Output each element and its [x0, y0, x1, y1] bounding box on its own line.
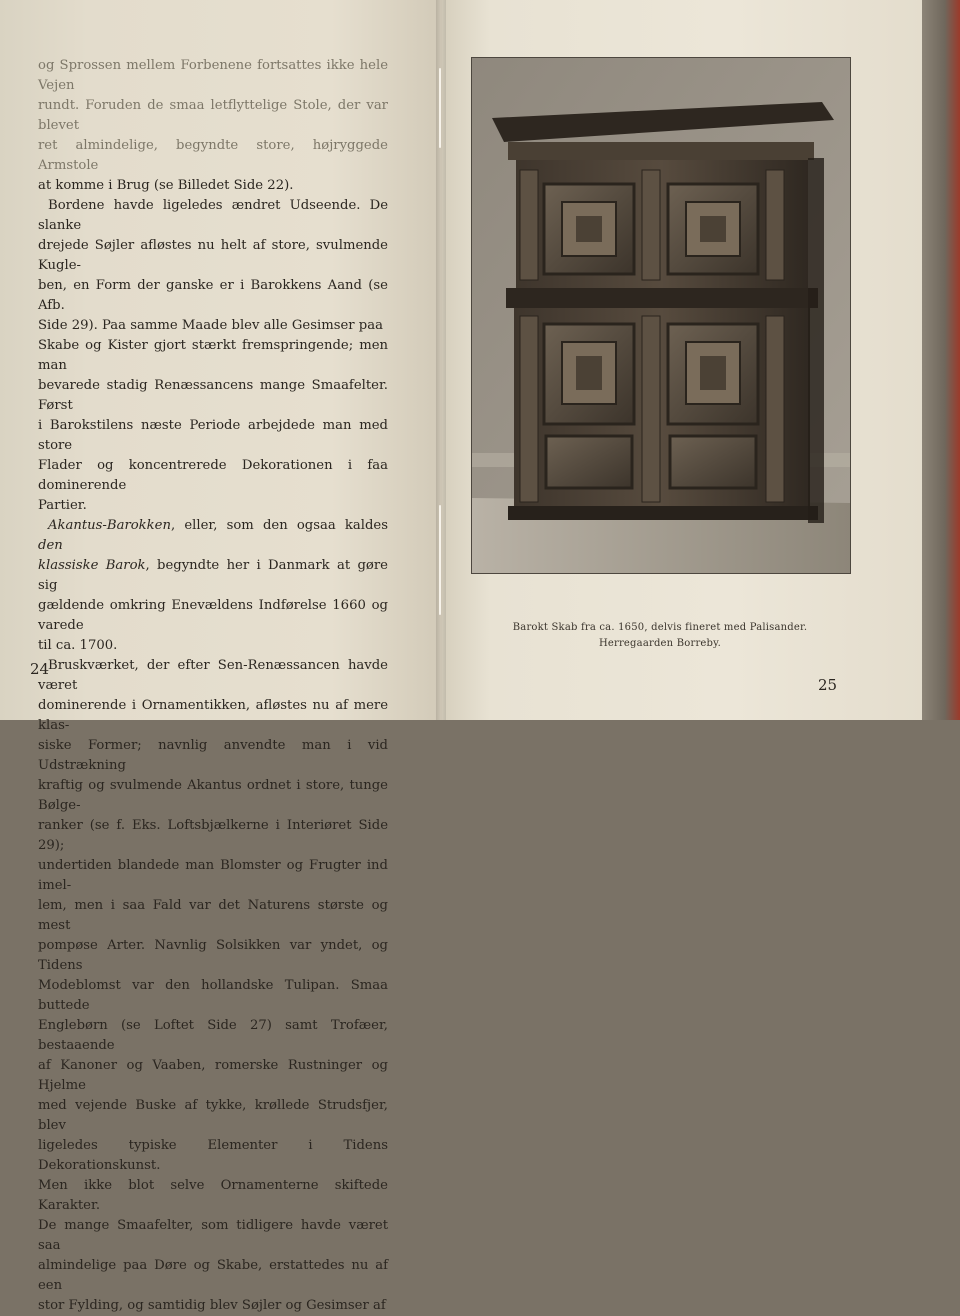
text-line: pompøse Arter. Navnlig Solsikken var yndet, og Tidens — [38, 938, 388, 973]
cabinet-photograph — [472, 58, 850, 573]
page-number-right: 25 — [818, 676, 838, 694]
text-line: Men ikke blot selve Ornamenterne skiftede Karakter. — [38, 1178, 388, 1213]
text-line: gældende omkring Enevældens Indførelse 1660 og varede — [38, 598, 388, 633]
text-line: ret almindelige, begyndte store, højryggede Armstole — [38, 138, 388, 173]
paragraph-3 — [38, 516, 388, 656]
book-edge — [922, 0, 960, 720]
text-line: Partier. — [38, 498, 87, 513]
text-line: Englebørn (se Loftet Side 27) samt Trofæer, bestaaende — [38, 1018, 388, 1053]
figure-caption — [470, 620, 850, 652]
paragraph-2 — [38, 196, 388, 516]
text-line: Bruskværket, der efter Sen-Renæssancen havde været — [38, 658, 388, 693]
text-line: De mange Smaafelter, som tidligere havde været saa — [38, 1218, 388, 1253]
left-page-text — [38, 56, 388, 1316]
text-line: siske Former; navnlig anvendte man i vid Udstrækning — [38, 738, 388, 773]
text-line: ranker (se f. Eks. Loftsbjælkerne i Interiøret Side 29); — [38, 818, 388, 853]
text-line: almindelige paa Døre og Skabe, erstattedes nu af een — [38, 1258, 388, 1293]
text-line: i Barokstilens næste Periode arbejdede man med store — [38, 418, 388, 453]
text-line: lem, men i saa Fald var det Naturens største og mest — [38, 898, 388, 933]
caption-line: Herregaarden Borreby. — [598, 638, 722, 649]
binding-stitch — [439, 68, 441, 148]
text-line: og Sprossen mellem Forbenene fortsattes ikke hele Vejen — [38, 58, 388, 93]
italic-term: klassiske Barok — [38, 558, 146, 573]
caption-line: Barokt Skab fra ca. 1650, delvis fineret med Palisander. — [512, 622, 808, 633]
text-line: til ca. 1700. — [38, 638, 118, 653]
text-line: ligeledes typiske Elementer i Tidens Dekorationskunst. — [38, 1138, 388, 1173]
paragraph-4 — [38, 656, 388, 1316]
text-line: Flader og koncentrerede Dekorationen i faa dominerende — [38, 458, 388, 493]
italic-term: Akantus-Barokken — [48, 518, 171, 533]
italic-term: den — [38, 538, 63, 553]
text-line: bevarede stadig Renæssancens mange Smaafelter. Først — [38, 378, 388, 413]
book-gutter — [436, 0, 446, 720]
text-line: Bordene havde ligeledes ændret Udseende. De slanke — [38, 198, 388, 233]
text-line: Skabe og Kister gjort stærkt fremspringende; men man — [38, 338, 388, 373]
paragraph-1 — [38, 56, 388, 196]
text-line: Side 29). Paa samme Maade blev alle Gesimser paa — [38, 318, 383, 333]
text-fragment: , begyndte her i Danmark at gøre sig — [38, 558, 388, 593]
text-line: at komme i Brug (se Billedet Side 22). — [38, 178, 294, 193]
text-line: med vejende Buske af tykke, krøllede Strudsfjer, blev — [38, 1098, 388, 1133]
text-line: ben, en Form der ganske er i Barokkens Aand (se Afb. — [38, 278, 388, 313]
text-line: stor Fylding, og samtidig blev Søjler og Gesimser af — [38, 1298, 386, 1313]
text-line: undertiden blandede man Blomster og Frugter ind imel- — [38, 858, 388, 893]
text-line: rundt. Foruden de smaa letflyttelige Stole, der var blevet — [38, 98, 388, 133]
text-line: Modeblomst var den hollandske Tulipan. Smaa buttede — [38, 978, 388, 1013]
text-line: drejede Søjler afløstes nu helt af store, svulmende Kugle- — [38, 238, 388, 273]
text-fragment: , eller, som den ogsaa kaldes — [170, 518, 388, 533]
text-line: kraftig og svulmende Akantus ordnet i store, tunge Bølge- — [38, 778, 388, 813]
text-line: af Kanoner og Vaaben, romerske Rustninger og Hjelme — [38, 1058, 388, 1093]
text-line: dominerende i Ornamentikken, afløstes nu af mere klas- — [38, 698, 388, 733]
page-number-left: 24 — [30, 660, 50, 678]
binding-stitch — [439, 505, 441, 615]
